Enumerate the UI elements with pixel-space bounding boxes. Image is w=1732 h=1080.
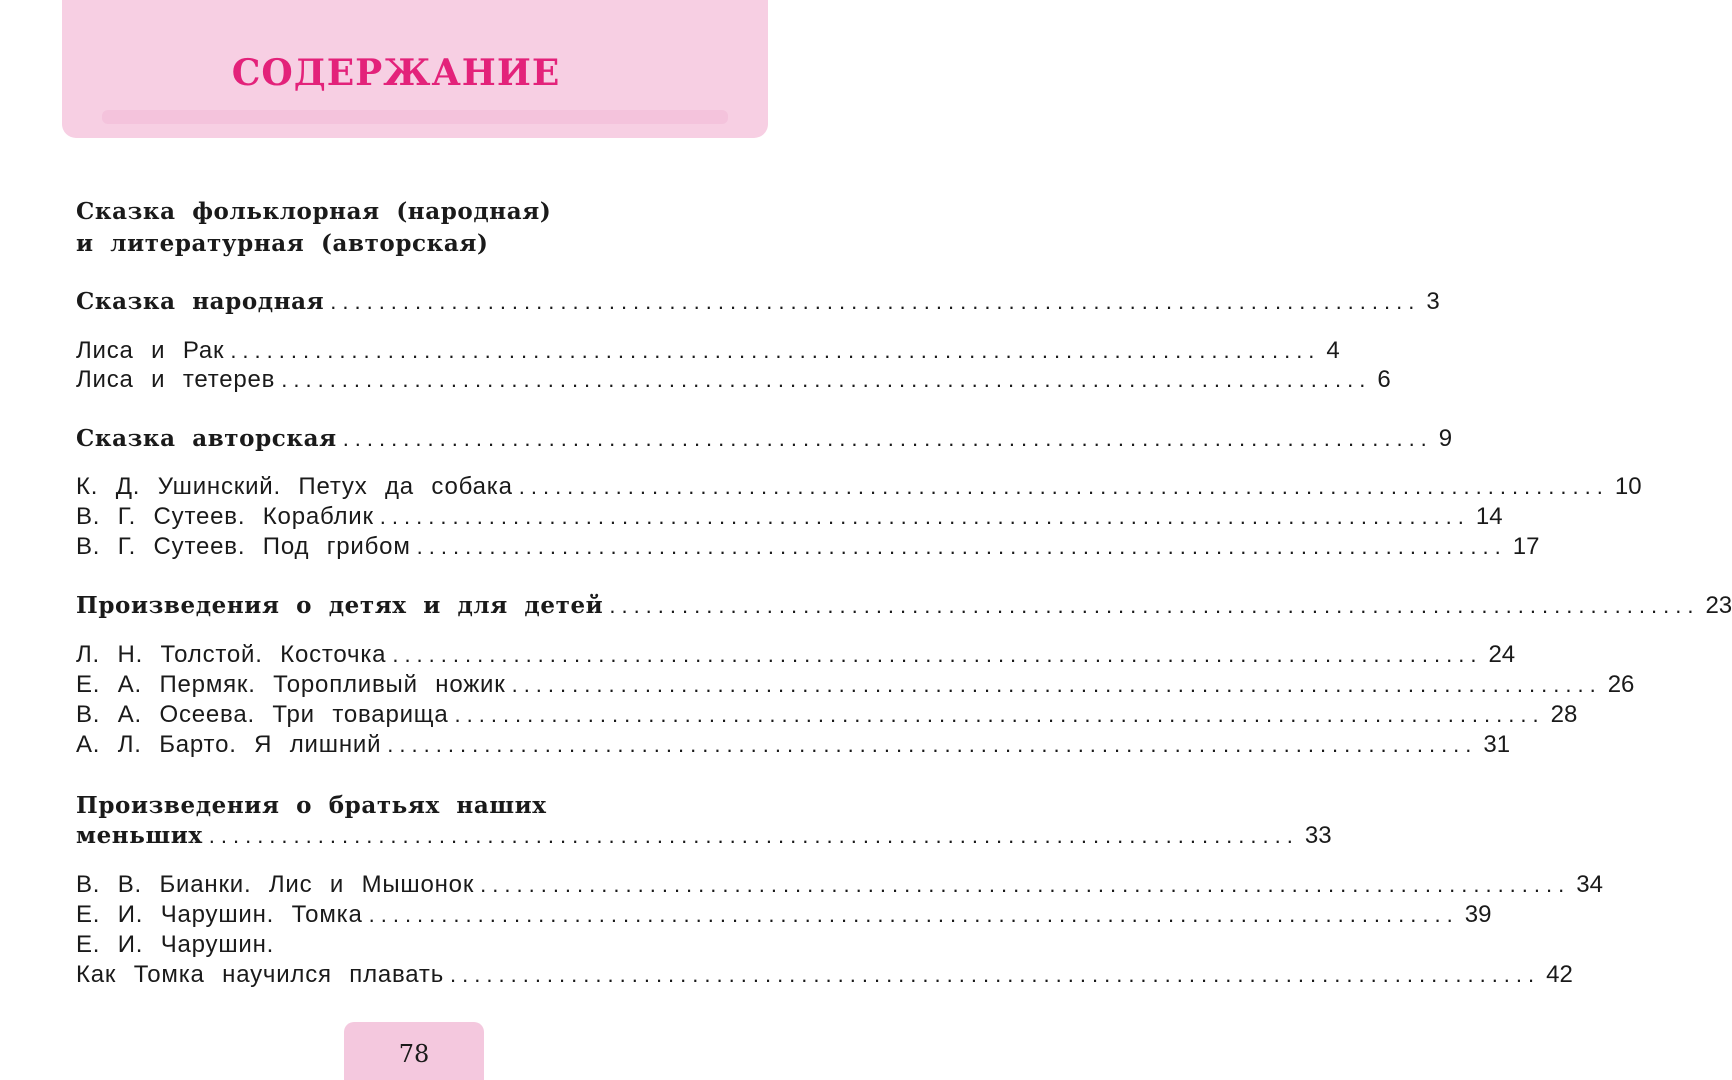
- entry-page: 6: [1377, 366, 1391, 393]
- entry-label: меньших: [76, 822, 203, 849]
- entry-label: Сказка авторская: [76, 425, 337, 452]
- toc-section-entry[interactable]: [76, 425, 1453, 457]
- toc-section-line: Произведения о братьях наших: [76, 792, 547, 819]
- leader-dots: ..........................................................................................: [480, 872, 1571, 897]
- leader-dots: ..........................................................................................: [518, 474, 1609, 499]
- toc-entry[interactable]: [76, 731, 1511, 763]
- entry-label: Л. Н. Толстой. Косточка: [76, 641, 387, 668]
- leader-dots: ..........................................................................................: [387, 732, 1478, 757]
- entry-label: Как Томка научился плавать: [76, 961, 445, 988]
- leader-dots: ..........................................................................................: [230, 338, 1321, 363]
- entry-page: 9: [1438, 425, 1453, 452]
- entry-page: 39: [1464, 901, 1492, 928]
- toc-heading-line-2: и литературная (авторская): [76, 230, 489, 257]
- entry-label: В. В. Бианки. Лис и Мышонок: [76, 871, 475, 898]
- toc-section-entry[interactable]: [76, 822, 1332, 854]
- entry-page: 4: [1326, 337, 1340, 364]
- leader-dots: ..........................................................................................: [511, 672, 1602, 697]
- entry-label: К. Д. Ушинский. Петух да собака: [76, 473, 513, 500]
- entry-label: Лиса и Рак: [76, 337, 225, 364]
- leader-dots: ..........................................................................................: [342, 426, 1433, 451]
- entry-page: 10: [1614, 473, 1642, 500]
- entry-page: 34: [1576, 871, 1603, 898]
- page-title: СОДЕРЖАНИЕ: [231, 52, 561, 94]
- entry-page: 31: [1483, 731, 1511, 758]
- toc-entry[interactable]: [76, 533, 1540, 565]
- toc-entry-line: Е. И. Чарушин.: [76, 931, 275, 958]
- toc-section-entry[interactable]: [76, 592, 1732, 624]
- leader-dots: ..........................................................................................: [368, 902, 1459, 927]
- leader-dots: ..........................................................................................: [454, 702, 1545, 727]
- entry-label: Е. И. Чарушин. Томка: [76, 901, 363, 928]
- toc-entry[interactable]: [76, 701, 1578, 733]
- entry-page: 24: [1488, 641, 1516, 668]
- entry-page: 23: [1705, 592, 1732, 619]
- leader-dots: ..........................................................................................: [330, 289, 1421, 314]
- entry-page: 17: [1512, 533, 1540, 560]
- toc-entry[interactable]: [76, 671, 1635, 703]
- toc-entry[interactable]: [76, 871, 1603, 903]
- leader-dots: ..........................................................................................: [609, 593, 1700, 618]
- entry-label: В. Г. Сутеев. Кораблик: [76, 503, 374, 530]
- leader-dots: ..........................................................................................: [416, 534, 1507, 559]
- entry-page: 42: [1546, 961, 1573, 988]
- leader-dots: ..........................................................................................: [379, 504, 1470, 529]
- toc-heading-line-1: Сказка фольклорная (народная): [76, 198, 552, 225]
- entry-page: 3: [1426, 288, 1440, 315]
- leader-dots: ..........................................................................................: [281, 367, 1372, 392]
- toc-entry[interactable]: [76, 961, 1573, 993]
- entry-page: 26: [1607, 671, 1635, 698]
- entry-label: Лиса и тетерев: [76, 366, 276, 393]
- toc-entry[interactable]: [76, 503, 1503, 535]
- entry-label: Сказка народная: [76, 288, 325, 315]
- entry-page: 28: [1550, 701, 1578, 728]
- entry-label: А. Л. Барто. Я лишний: [76, 731, 382, 758]
- toc-entry[interactable]: [76, 473, 1642, 505]
- entry-label: В. Г. Сутеев. Под грибом: [76, 533, 411, 560]
- entry-page: 14: [1475, 503, 1503, 530]
- toc-entry[interactable]: [76, 641, 1516, 673]
- entry-label: Произведения о детях и для детей: [76, 592, 604, 619]
- leader-dots: ..........................................................................................: [392, 642, 1483, 667]
- toc-entry[interactable]: [76, 337, 1340, 369]
- toc-section-entry[interactable]: [76, 288, 1440, 320]
- entry-label: Е. А. Пермяк. Торопливый ножик: [76, 671, 506, 698]
- leader-dots: ..........................................................................................: [208, 823, 1299, 848]
- entry-label: В. А. Осеева. Три товарища: [76, 701, 449, 728]
- entry-page: 33: [1304, 822, 1332, 849]
- toc-entry[interactable]: [76, 366, 1391, 398]
- toc-entry[interactable]: [76, 901, 1492, 933]
- leader-dots: ..........................................................................................: [450, 962, 1541, 987]
- page-number: 78: [398, 1040, 430, 1068]
